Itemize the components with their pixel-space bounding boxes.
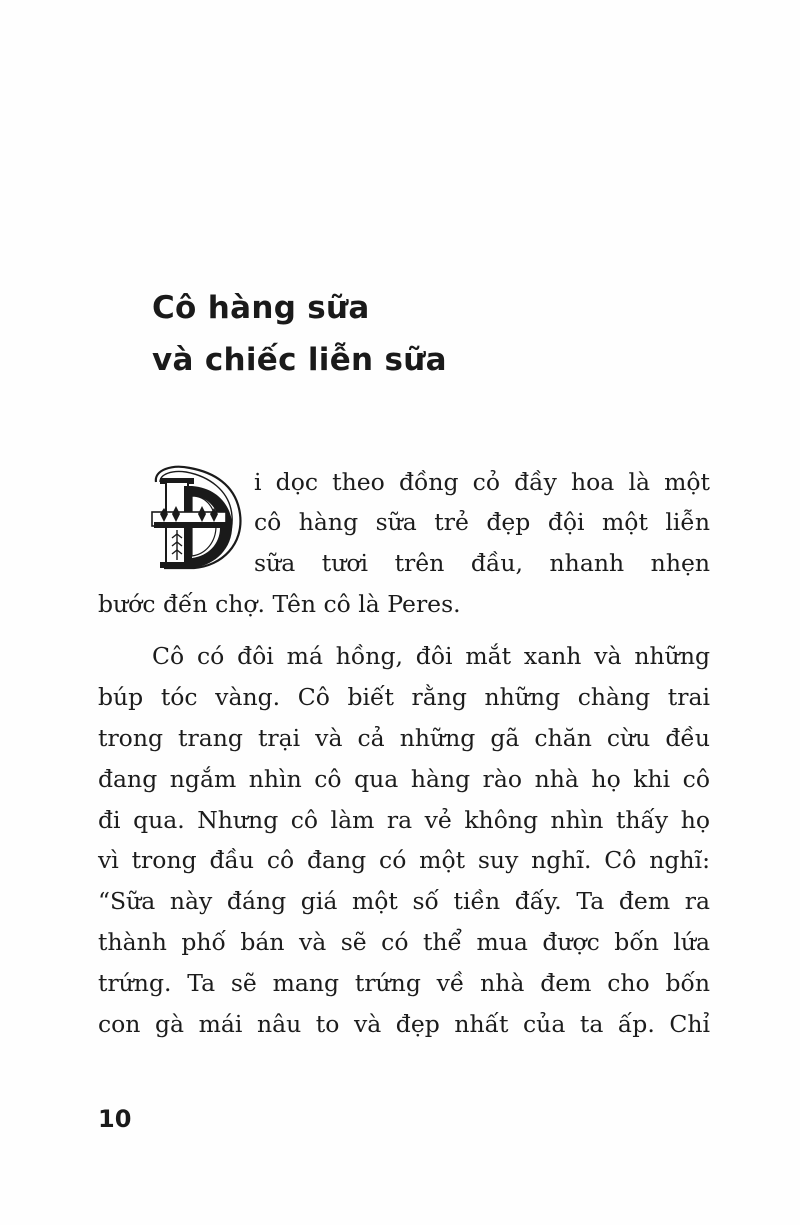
- paragraph-line: con gà mái nâu to và đẹp nhất của ta ấp. Chỉ: [98, 1010, 710, 1038]
- paragraph-line: trong trang trại và cả những gã chăn cừu đều: [98, 724, 710, 752]
- paragraph-line: cô hàng sữa trẻ đẹp đội một liễn: [254, 508, 710, 536]
- page-number: 10: [98, 1105, 132, 1133]
- chapter-title-line-1: Cô hàng sữa: [152, 290, 370, 326]
- chapter-title: [152, 282, 447, 386]
- paragraph-line: đang ngắm nhìn cô qua hàng rào nhà họ khi cô: [98, 765, 710, 793]
- paragraph-line: “Sữa này đáng giá một số tiền đấy. Ta đem ra: [98, 887, 710, 915]
- dropcap-ornament: [150, 462, 246, 574]
- paragraph-line: trứng. Ta sẽ mang trứng về nhà đem cho bốn: [98, 969, 710, 997]
- paragraph-line: đi qua. Nhưng cô làm ra vẻ không nhìn thấy họ: [98, 806, 710, 834]
- paragraph-line: i dọc theo đồng cỏ đầy hoa là một: [254, 468, 710, 496]
- paragraph-line: bước đến chợ. Tên cô là Peres.: [98, 590, 461, 618]
- paragraph-line: Cô có đôi má hồng, đôi mắt xanh và những: [152, 642, 710, 670]
- chapter-title-line-2: và chiếc liễn sữa: [152, 342, 447, 378]
- paragraph-line: búp tóc vàng. Cô biết rằng những chàng trai: [98, 683, 710, 711]
- paragraph-line: thành phố bán và sẽ có thể mua được bốn lứa: [98, 928, 710, 956]
- paragraph-line: sữa tươi trên đầu, nhanh nhẹn: [254, 549, 710, 577]
- paragraph-line: vì trong đầu cô đang có một suy nghĩ. Cô nghĩ:: [98, 846, 710, 874]
